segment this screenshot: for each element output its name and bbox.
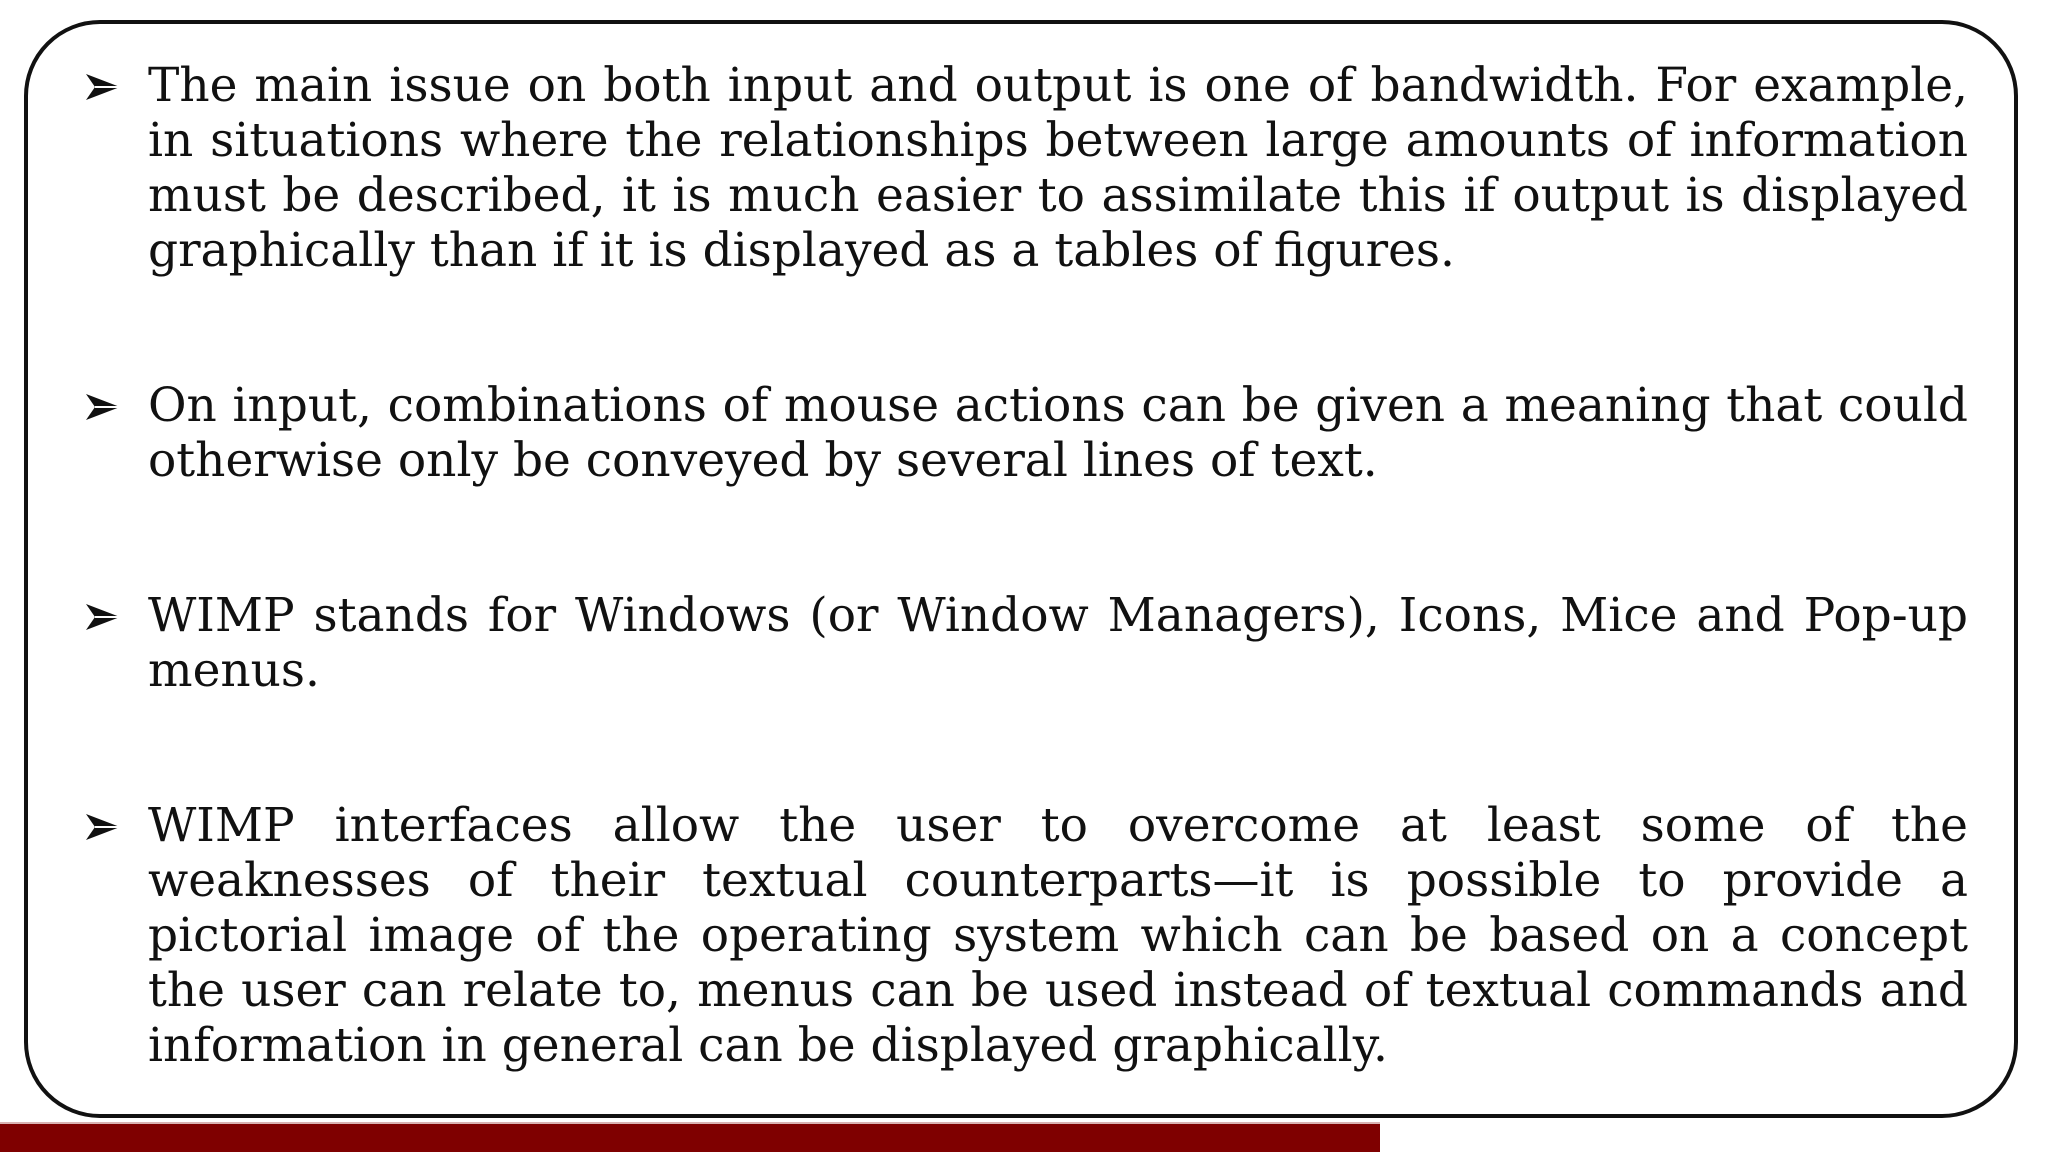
footer-accent-bar bbox=[0, 1124, 1380, 1152]
bullet-text: WIMP interfaces allow the user to overcome at least some of the weaknesses of their textual counterparts—it is possible to provide a pictorial image of the operating system which can be based on a concept the user can relate to, menus can be used instead of textual commands and information in general can be displayed graphically. bbox=[148, 798, 1968, 1073]
bullet-item bbox=[84, 378, 1968, 488]
arrowhead-bullet-icon bbox=[84, 392, 122, 422]
arrowhead-bullet-icon bbox=[84, 812, 122, 842]
arrowhead-bullet-icon bbox=[84, 602, 122, 632]
bullet-list bbox=[84, 58, 1968, 1073]
arrowhead-bullet-icon bbox=[84, 72, 122, 102]
bullet-text: The main issue on both input and output is one of bandwidth. For example, in situations where the relationships between large amounts of information must be described, it is much easier to assimilate this if output is displayed graphically than if it is displayed as a tables of figures. bbox=[148, 58, 1968, 278]
bullet-item bbox=[84, 798, 1968, 1073]
bullet-item bbox=[84, 58, 1968, 278]
bullet-item bbox=[84, 588, 1968, 698]
bullet-text: On input, combinations of mouse actions can be given a meaning that could otherwise only be conveyed by several lines of text. bbox=[148, 378, 1968, 488]
bullet-text: WIMP stands for Windows (or Window Managers), Icons, Mice and Pop-up menus. bbox=[148, 588, 1968, 698]
